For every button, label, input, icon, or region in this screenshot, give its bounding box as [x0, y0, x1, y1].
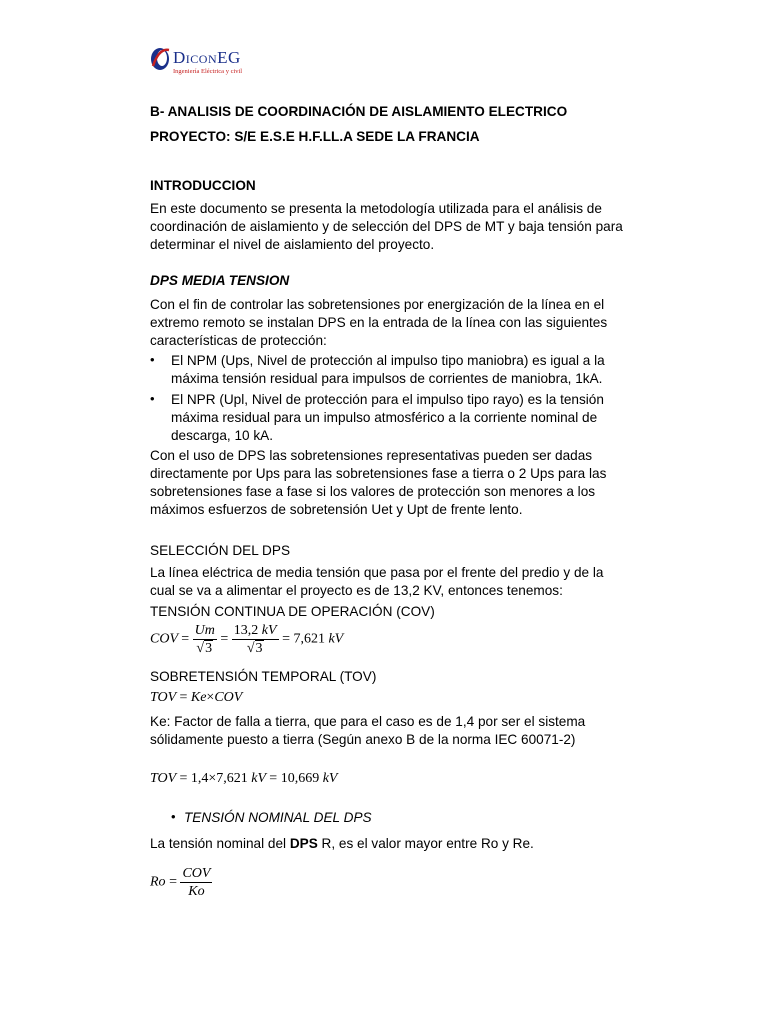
nominal-dps-heading: TENSIÓN NOMINAL DEL DPS [184, 810, 372, 825]
nominal-dps-text: La tensión nominal del DPS R, es el valor mayor entre Ro y Re. [150, 836, 534, 851]
cov-fraction-2: $\frac{13,2 kV}{√3}$ [233, 623, 277, 656]
seleccion-line-2: cual se va a alimentar el proyecto es de 13,2 KV, entonces tenemos: [150, 583, 563, 598]
dps-mt-line-3: características de protección: [150, 333, 327, 348]
tov-formula: TOV = Ke×COV [150, 690, 243, 705]
document-title: B- ANALISIS DE COORDINACIÓN DE AISLAMIENTO ELECTRICO [150, 104, 568, 119]
tov-heading: SOBRETENSIÓN TEMPORAL (TOV) [150, 669, 377, 684]
logo-tagline: Ingeniería Eléctrica y civil [173, 68, 243, 75]
logo-brand-text: DICONEG [173, 48, 241, 67]
dps-mt-para2-line-1: Con el uso de DPS las sobretensiones representativas pueden ser dadas [150, 448, 593, 463]
seleccion-heading: SELECCIÓN DEL DPS [150, 543, 291, 558]
dps-mt-line-1: Con el fin de controlar las sobretensiones por energización de la línea en el [150, 297, 605, 312]
bullet-npm-line-2: máxima tensión residual para impulsos de corrientes de maniobra, 1kA. [171, 371, 603, 386]
bullet-npr-line-2: máxima residual para un impulso atmosférico a la corriente nominal de [171, 410, 598, 425]
cov-heading: TENSIÓN CONTINUA DE OPERACIÓN (COV) [150, 604, 435, 619]
cov-fraction-1: $\frac{Um}{√3}$ [194, 623, 215, 656]
dps-mt-para2-line-3: sobretensiones fase a fase si los valores de protección son menores a los [150, 484, 596, 499]
ro-formula: Ro = $\frac{\text{COV}}{Ko}$ [150, 866, 211, 899]
bullet-dot: • [171, 809, 176, 824]
bullet-dot: • [150, 352, 155, 367]
intro-heading: INTRODUCCION [150, 178, 256, 193]
dps-mt-line-2: extremo remoto se instalan DPS en la entrada de la línea con las siguientes [150, 315, 608, 330]
seleccion-line-1: La línea eléctrica de media tensión que pasa por el frente del predio y de la [150, 565, 604, 580]
logo-emblem-icon [149, 44, 173, 74]
dps-mt-heading: DPS MEDIA TENSION [150, 273, 290, 288]
bullet-npr-line-1: El NPR (Upl, Nivel de protección para el impulso tipo rayo) es la tensión [171, 392, 604, 407]
bullet-npm-line-1: El NPM (Ups, Nivel de protección al impulso tipo maniobra) es igual a la [171, 353, 605, 368]
ke-line-2: sólidamente puesto a tierra (Según anexo B de la norma IEC 60071-2) [150, 732, 576, 747]
dps-mt-para2-line-2: directamente por Ups para las sobretensiones fase a tierra o 2 Ups para las [150, 466, 607, 481]
ro-fraction: $\frac{\text{COV}}{Ko}$ [182, 866, 211, 899]
intro-line-2: coordinación de aislamiento y de selección del DPS de MT y baja tensión para [150, 219, 623, 234]
dps-mt-para2-line-4: máximos esfuerzos de sobretensión Uet y Upt de frente lento. [150, 502, 523, 517]
bullet-dot: • [150, 391, 155, 406]
bullet-npr-line-3: descarga, 10 kA. [171, 428, 274, 443]
intro-line-1: En este documento se presenta la metodología utilizada para el análisis de [150, 201, 602, 216]
ke-line-1: Ke: Factor de falla a tierra, que para el caso es de 1,4 por ser el sistema [150, 714, 586, 729]
cov-formula: COV = $\frac{Um}{√3}$ = $\frac{13,2 kV}{√3}$ = 7,621 kV [150, 623, 344, 656]
diconeg-logo [149, 44, 259, 78]
project-title: PROYECTO: S/E E.S.E H.F.LL.A SEDE LA FRANCIA [150, 129, 480, 144]
intro-line-3: determinar el nivel de aislamiento del proyecto. [150, 237, 435, 252]
tov-calc-formula: TOV = 1,4×7,621 kV = 10,669 kV [150, 771, 338, 786]
